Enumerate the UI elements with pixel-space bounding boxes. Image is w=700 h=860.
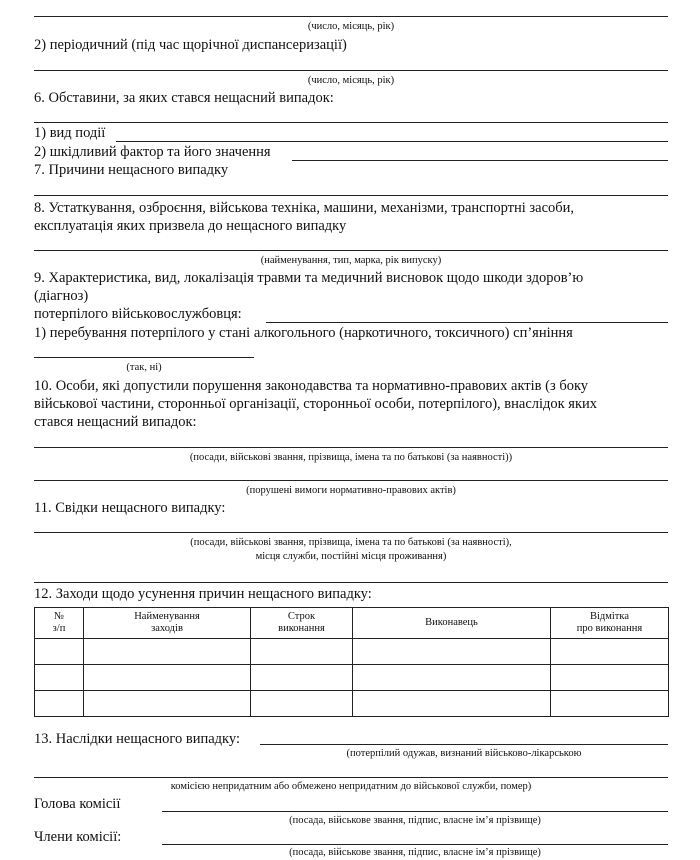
table-cell[interactable] (353, 639, 551, 665)
item-9-1-label: 1) перебування потерпілого у стані алкогольного (наркотичного, токсичного) сп’яніння (34, 325, 573, 341)
witnesses-hint-line1: (посади, військові звання, прізвища, імена та по батькові (за наявності), (190, 537, 512, 548)
item-8-line1: 8. Устаткування, озброєння, військова техніка, машини, механізми, транспортні засоби, (34, 200, 575, 216)
violated-requirements-hint: (порушені вимоги нормативно-правових актів) (246, 485, 456, 496)
table-cell[interactable] (84, 639, 251, 665)
item-6-1-label: 1) вид події (34, 125, 106, 141)
item-12-heading: 12. Заходи щодо усунення причин нещасного випадку: (34, 586, 372, 602)
date-hint-5-2: (число, місяць, рік) (307, 75, 395, 86)
measures-table (34, 607, 669, 717)
witnesses-line[interactable] (34, 532, 668, 533)
table-cell[interactable] (353, 691, 551, 717)
intoxication-hint: (так, ні) (126, 362, 162, 373)
item-10-line2: військової частини, сторонньої організації, сторонньої особи, потерпілого), внаслідок яких (34, 396, 598, 412)
item-6-heading: 6. Обставини, за яких стався нещасний випадок: (34, 90, 334, 106)
consequences-hint1: (потерпілий одужав, визнаний військово-лікарською (346, 748, 582, 759)
table-cell[interactable] (35, 665, 84, 691)
commission-members-label: Члени комісії: (34, 829, 122, 845)
item-13-label: 13. Наслідки нещасного випадку: (34, 731, 240, 747)
table-cell[interactable] (84, 665, 251, 691)
table-cell[interactable] (551, 665, 669, 691)
consequences-line[interactable] (260, 744, 668, 745)
table-row (35, 665, 669, 691)
head-of-commission-label: Голова комісії (34, 796, 121, 812)
event-type-line[interactable] (116, 141, 668, 142)
item-6-2-label: 2) шкідливий фактор та його значення (34, 144, 271, 160)
table-cell[interactable] (84, 691, 251, 717)
consequences-hint2: комісією непридатним або обмежено непридатним до військової служби, помер) (170, 781, 532, 792)
equipment-line[interactable] (34, 250, 668, 251)
item-5-2-label: 2) періодичний (під час щорічної диспансеризації) (34, 37, 347, 53)
table-cell[interactable] (35, 691, 84, 717)
table-cell[interactable] (251, 691, 353, 717)
table-cell[interactable] (251, 665, 353, 691)
violators-line[interactable] (34, 447, 668, 448)
members-signature-line[interactable] (162, 844, 668, 845)
witnesses-line-2[interactable] (34, 582, 668, 583)
consequences-line-2[interactable] (34, 777, 668, 778)
item-10-line1: 10. Особи, які допустили порушення законодавства та нормативно-правових актів (з боку (34, 378, 589, 394)
table-cell[interactable] (35, 639, 84, 665)
table-row (35, 639, 669, 665)
date-line-5-2[interactable] (34, 70, 668, 71)
intoxication-line[interactable] (34, 357, 254, 358)
head-signature-line[interactable] (162, 811, 668, 812)
table-row (35, 691, 669, 717)
col-number-header: № з/п (35, 608, 84, 639)
item-10-line3: стався нещасний випадок: (34, 414, 197, 430)
item-11-heading: 11. Свідки нещасного випадку: (34, 500, 226, 516)
diagnosis-line[interactable] (266, 322, 668, 323)
table-cell[interactable] (251, 639, 353, 665)
item-8-line2: експлуатація яких призвела до нещасного випадку (34, 218, 347, 234)
col-completion-header: Відмітка про виконання (551, 608, 669, 639)
item-9-line1: 9. Характеристика, вид, локалізація травми та медичний висновок щодо шкоди здоров’ю (34, 270, 584, 286)
item-7-heading: 7. Причини нещасного випадку (34, 162, 229, 178)
violated-requirements-line[interactable] (34, 480, 668, 481)
members-signature-hint: (посада, військове звання, підпис, власне ім’я прізвище) (289, 847, 541, 858)
table-cell[interactable] (353, 665, 551, 691)
item-9-line2: (діагноз) (34, 288, 89, 304)
head-signature-hint: (посада, військове звання, підпис, власне ім’я прізвище) (289, 815, 541, 826)
causes-line[interactable] (34, 195, 668, 196)
item-9-line3: потерпілого військовослужбовця: (34, 306, 242, 322)
col-executor-header: Виконавець (353, 608, 551, 639)
harmful-factor-line[interactable] (292, 160, 668, 161)
table-cell[interactable] (551, 691, 669, 717)
date-hint-5-1: (число, місяць, рік) (307, 21, 395, 32)
col-deadline-header: Строк виконання (251, 608, 353, 639)
violators-hint: (посади, військові звання, прізвища, імена та по батькові (за наявності)) (189, 452, 513, 463)
witnesses-hint-line2: місця служби, постійні місця проживання) (255, 551, 447, 562)
table-header-row (35, 608, 669, 639)
equipment-hint: (найменування, тип, марка, рік випуску) (260, 255, 442, 266)
circumstances-line[interactable] (34, 122, 668, 123)
table-cell[interactable] (551, 639, 669, 665)
col-measures-header: Найменування заходів (84, 608, 251, 639)
date-line-5-1[interactable] (34, 16, 668, 17)
